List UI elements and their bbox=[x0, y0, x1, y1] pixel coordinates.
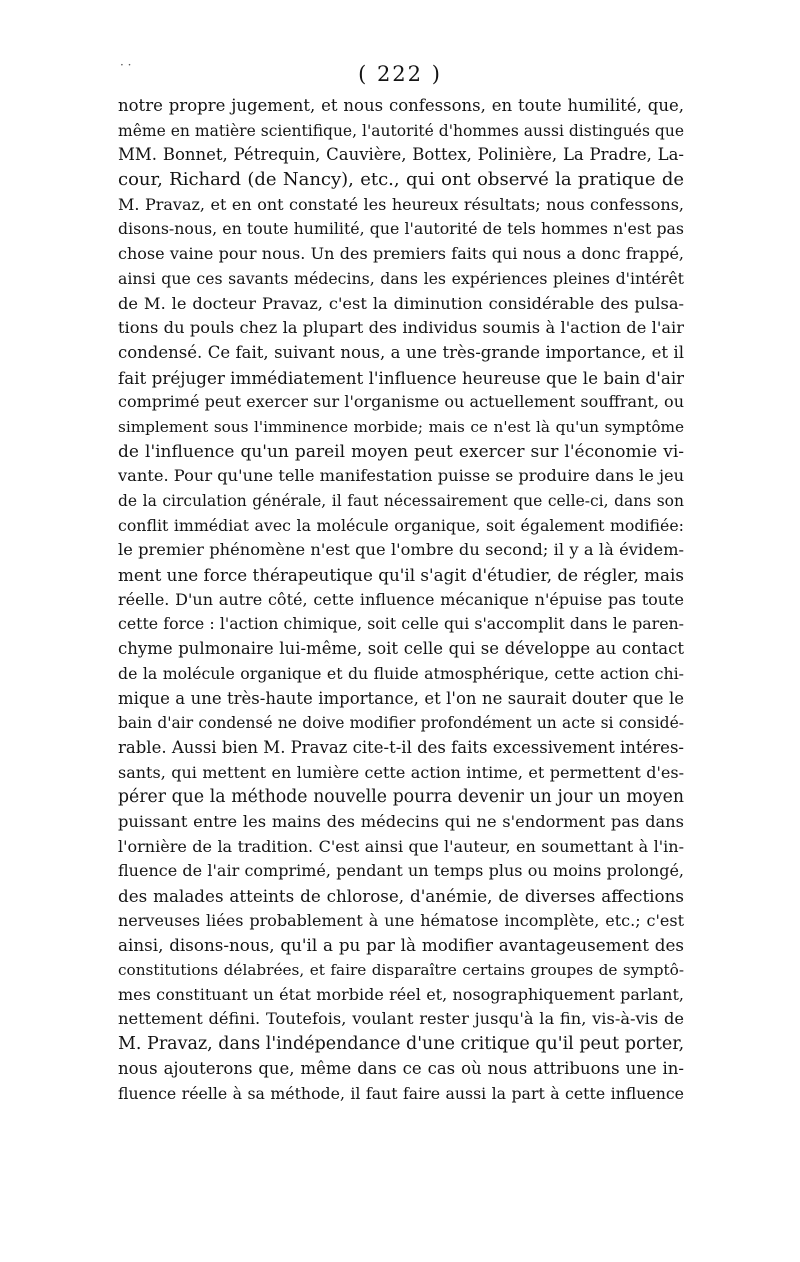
text-line: chyme pulmonaire lui-même, soit celle qui se développe au contact bbox=[118, 639, 684, 659]
text-line: nettement défini. Toutefois, voulant rester jusqu'à la fin, vis-à-vis de bbox=[118, 1009, 684, 1029]
page-number: ( 222 ) bbox=[358, 62, 442, 86]
text-line: ainsi que ces savants médecins, dans les expériences pleines d'intérêt bbox=[118, 268, 684, 288]
text-line: constitutions délabrées, et faire disparaître certains groupes de symptô- bbox=[118, 961, 684, 980]
text-line: conflit immédiat avec la molécule organique, soit également modifiée: bbox=[118, 515, 684, 535]
text-line: ainsi, disons-nous, qu'il a pu par là modifier avantageusement des bbox=[118, 935, 684, 956]
text-line: cour, Richard (de Nancy), etc., qui ont observé la pratique de bbox=[118, 169, 684, 191]
text-line: sants, qui mettent en lumière cette action intime, et permettent d'es- bbox=[118, 762, 684, 782]
text-line: MM. Bonnet, Pétrequin, Cauvière, Bottex, Polinière, La Pradre, La- bbox=[118, 145, 684, 165]
text-line: mique a une très-haute importance, et l'on ne saurait douter que le bbox=[118, 688, 684, 708]
text-line: disons-nous, en toute humilité, que l'autorité de tels hommes n'est pas bbox=[118, 219, 684, 239]
text-line: pérer que la méthode nouvelle pourra devenir un jour un moyen bbox=[118, 787, 684, 808]
text-line: fluence de l'air comprimé, pendant un temps plus ou moins prolongé, bbox=[118, 861, 684, 881]
text-line: puissant entre les mains des médecins qui ne s'endorment pas dans bbox=[118, 811, 684, 831]
text-line: rable. Aussi bien M. Pravaz cite-t-il des faits excessivement intéres- bbox=[118, 737, 684, 757]
text-line: même en matière scientifique, l'autorité d'hommes aussi distingués que bbox=[118, 121, 684, 140]
text-line: réelle. D'un autre côté, cette influence mécanique n'épuise pas toute bbox=[118, 589, 684, 609]
text-line: tions du pouls chez la plupart des individus soumis à l'action de l'air bbox=[118, 318, 684, 338]
stray-mark: · · bbox=[120, 58, 132, 72]
text-line: l'ornière de la tradition. C'est ainsi que l'auteur, en soumettant à l'in- bbox=[118, 836, 684, 856]
text-line: comprimé peut exercer sur l'organisme ou actuellement souffrant, ou bbox=[118, 392, 684, 412]
text-line: le premier phénomène n'est que l'ombre du second; il y a là évidem- bbox=[118, 540, 684, 560]
text-line: de M. le docteur Pravaz, c'est la diminution considérable des pulsa- bbox=[118, 293, 684, 313]
text-line: de la circulation générale, il faut nécessairement que celle-ci, dans son bbox=[118, 492, 684, 510]
text-line: notre propre jugement, et nous confessons, en toute humilité, que, bbox=[118, 96, 684, 115]
text-line: condensé. Ce fait, suivant nous, a une très-grande importance, et il bbox=[118, 342, 684, 362]
text-line: nous ajouterons que, même dans ce cas où nous attribuons une in- bbox=[118, 1058, 684, 1078]
body-text bbox=[118, 94, 684, 1106]
text-line: cette force : l'action chimique, soit celle qui s'accomplit dans le paren- bbox=[118, 614, 684, 634]
text-line: bain d'air condensé ne doive modifier profondément un acte si considé- bbox=[118, 714, 684, 733]
text-line: nerveuses liées probablement à une hématose incomplète, etc.; c'est bbox=[118, 910, 684, 930]
text-line: M. Pravaz, et en ont constaté les heureux résultats; nous confessons, bbox=[118, 194, 684, 214]
text-line: de la molécule organique et du fluide atmosphérique, cette action chi- bbox=[118, 663, 684, 683]
text-line: des malades atteints de chlorose, d'anémie, de diverses affections bbox=[118, 886, 684, 906]
text-line: de l'influence qu'un pareil moyen peut exercer sur l'économie vi- bbox=[118, 441, 684, 462]
text-line: ment une force thérapeutique qu'il s'agit d'étudier, de régler, mais bbox=[118, 565, 684, 586]
text-line: fluence réelle à sa méthode, il faut faire aussi la part à cette influence bbox=[118, 1083, 684, 1103]
text-line: vante. Pour qu'une telle manifestation puisse se produire dans le jeu bbox=[118, 466, 684, 486]
text-line: mes constituant un état morbide réel et, nosographiquement parlant, bbox=[118, 984, 684, 1004]
text-line: simplement sous l'imminence morbide; mais ce n'est là qu'un symptôme bbox=[118, 417, 684, 436]
text-line: fait préjuger immédiatement l'influence heureuse que le bain d'air bbox=[118, 367, 684, 388]
text-line: M. Pravaz, dans l'indépendance d'une critique qu'il peut porter, bbox=[118, 1034, 684, 1055]
text-line: chose vaine pour nous. Un des premiers faits qui nous a donc frappé, bbox=[118, 244, 684, 264]
